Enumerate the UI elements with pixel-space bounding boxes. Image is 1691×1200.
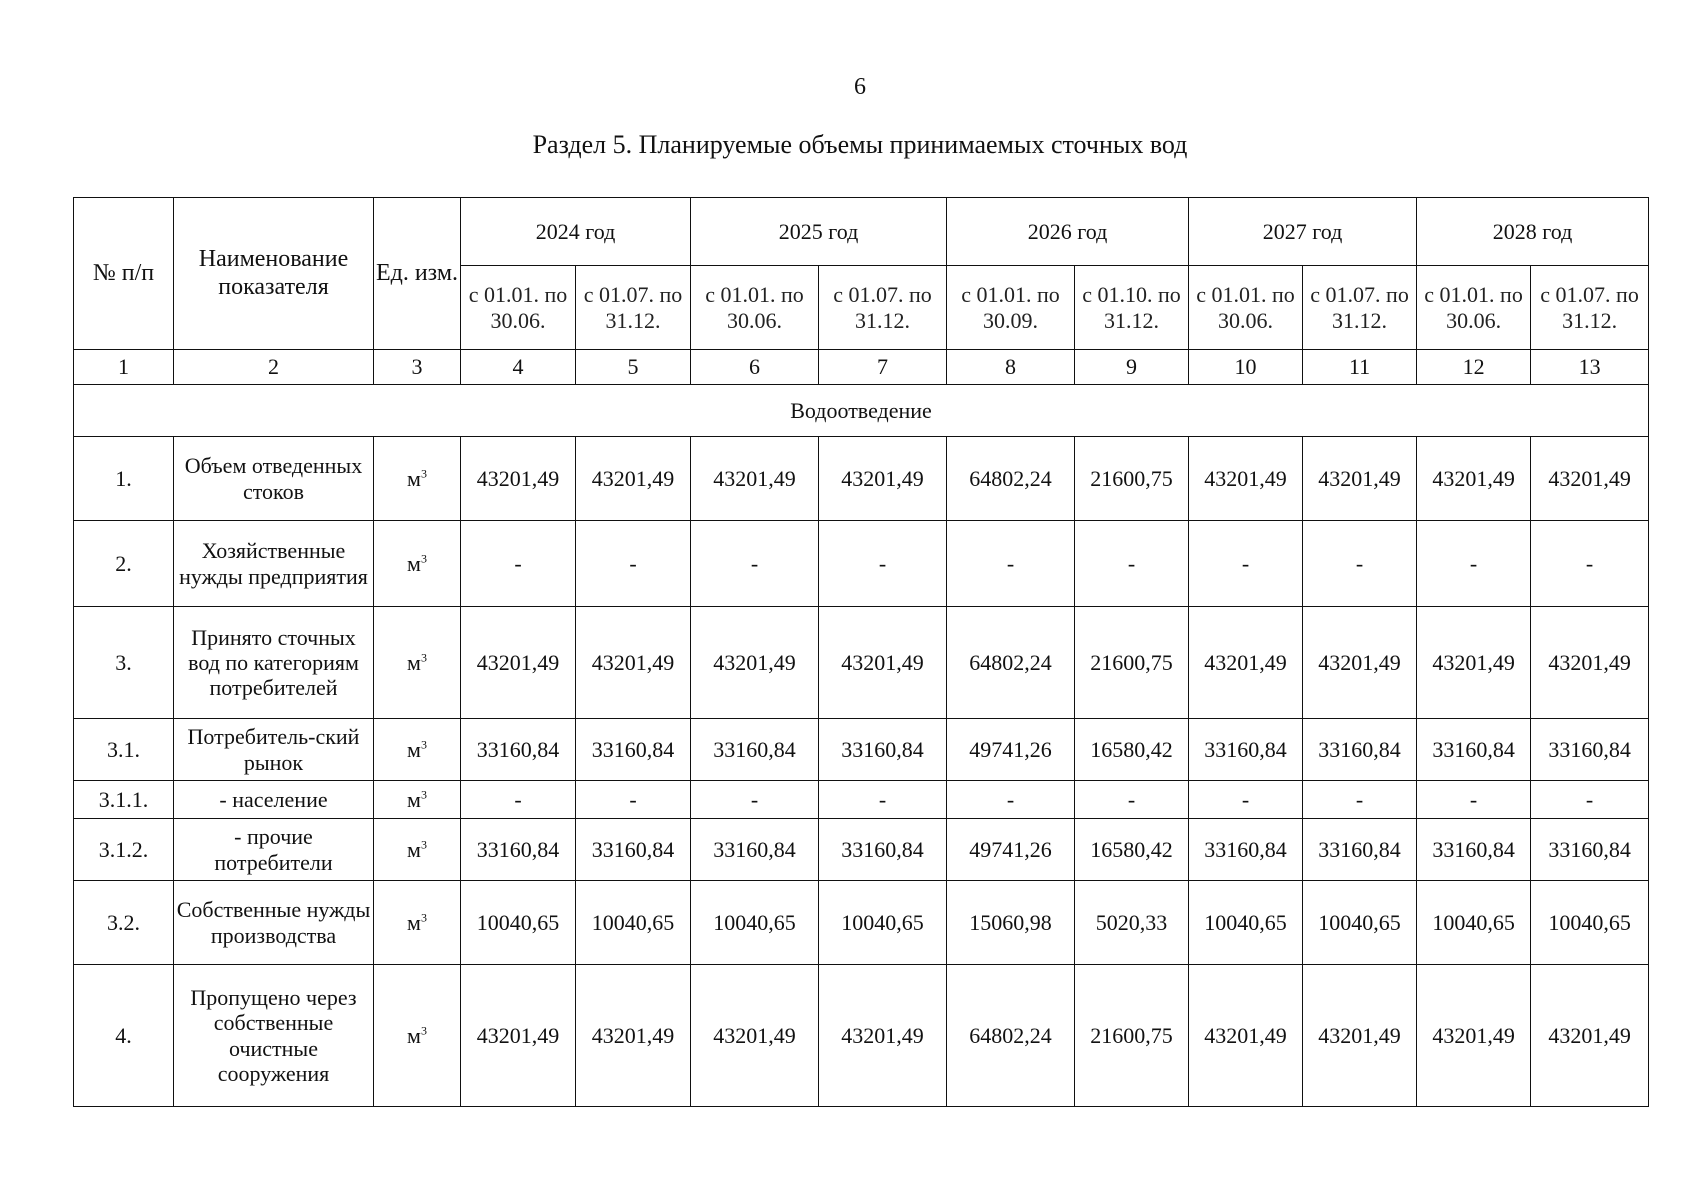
unit-text: м xyxy=(407,736,421,762)
row-value: 49741,26 xyxy=(947,819,1075,881)
row-indicator-name: Хозяйственные нужды предприятия xyxy=(174,521,374,607)
row-value: 43201,49 xyxy=(1303,437,1417,521)
header-period: с 01.07. по 31.12. xyxy=(1303,266,1417,350)
column-number: 9 xyxy=(1075,350,1189,385)
header-period: с 01.07. по 31.12. xyxy=(576,266,691,350)
row-value: 43201,49 xyxy=(691,437,819,521)
column-numbers-row xyxy=(74,350,1649,385)
row-value: 10040,65 xyxy=(819,881,947,965)
row-value: 49741,26 xyxy=(947,719,1075,781)
row-value: 43201,49 xyxy=(1303,607,1417,719)
unit-superscript: 3 xyxy=(420,787,427,802)
unit-text: м xyxy=(407,786,421,812)
row-value: 43201,49 xyxy=(1531,965,1649,1107)
row-number: 3.1. xyxy=(74,719,174,781)
column-number: 7 xyxy=(819,350,947,385)
unit-superscript: 3 xyxy=(420,910,427,925)
row-value: 33160,84 xyxy=(819,719,947,781)
row-value: - xyxy=(1417,781,1531,819)
row-value: - xyxy=(1417,521,1531,607)
header-period: с 01.01. по 30.06. xyxy=(461,266,576,350)
unit-text: м xyxy=(407,1022,421,1048)
row-value: 43201,49 xyxy=(819,965,947,1107)
row-value: 33160,84 xyxy=(819,819,947,881)
row-value: 33160,84 xyxy=(1417,819,1531,881)
row-value: 43201,49 xyxy=(691,965,819,1107)
row-number: 3.1.1. xyxy=(74,781,174,819)
row-value: - xyxy=(691,521,819,607)
row-value: 10040,65 xyxy=(1417,881,1531,965)
row-value: 43201,49 xyxy=(1189,965,1303,1107)
row-value: 43201,49 xyxy=(576,437,691,521)
row-number: 3.1.2. xyxy=(74,819,174,881)
row-number: 3. xyxy=(74,607,174,719)
row-value: 43201,49 xyxy=(461,965,576,1107)
row-value: 33160,84 xyxy=(1531,719,1649,781)
unit-text: м xyxy=(407,909,421,935)
row-value: 43201,49 xyxy=(1189,607,1303,719)
row-value: 10040,65 xyxy=(1531,881,1649,965)
row-indicator-name: - население xyxy=(174,781,374,819)
header-year-2025: 2025 год xyxy=(691,198,947,266)
row-value: 64802,24 xyxy=(947,437,1075,521)
unit-superscript: 3 xyxy=(420,551,427,566)
header-name: Наименование показателя xyxy=(174,198,374,350)
row-value: - xyxy=(461,521,576,607)
row-number: 2. xyxy=(74,521,174,607)
row-value: - xyxy=(1531,521,1649,607)
unit-text: м xyxy=(407,836,421,862)
row-value: 16580,42 xyxy=(1075,719,1189,781)
column-number: 11 xyxy=(1303,350,1417,385)
table-row xyxy=(74,607,1649,719)
header-period: с 01.01. по 30.09. xyxy=(947,266,1075,350)
row-unit xyxy=(374,719,461,781)
header-year-2026: 2026 год xyxy=(947,198,1189,266)
row-value: - xyxy=(947,521,1075,607)
row-value: - xyxy=(576,781,691,819)
row-value: - xyxy=(1189,521,1303,607)
row-number: 4. xyxy=(74,965,174,1107)
column-number: 10 xyxy=(1189,350,1303,385)
row-value: 43201,49 xyxy=(461,437,576,521)
table-row xyxy=(74,965,1649,1107)
table-row xyxy=(74,719,1649,781)
row-value: - xyxy=(819,521,947,607)
unit-superscript: 3 xyxy=(420,837,427,852)
row-indicator-name: Объем отведенных стоков xyxy=(174,437,374,521)
unit-superscript: 3 xyxy=(420,650,427,665)
header-period: с 01.01. по 30.06. xyxy=(1189,266,1303,350)
row-value: 43201,49 xyxy=(1531,607,1649,719)
row-value: 10040,65 xyxy=(1303,881,1417,965)
row-unit xyxy=(374,521,461,607)
column-number: 5 xyxy=(576,350,691,385)
column-number: 6 xyxy=(691,350,819,385)
row-value: 43201,49 xyxy=(1303,965,1417,1107)
unit-superscript: 3 xyxy=(420,737,427,752)
row-indicator-name: Потребитель-ский рынок xyxy=(174,719,374,781)
row-value: 16580,42 xyxy=(1075,819,1189,881)
row-value: - xyxy=(691,781,819,819)
table-row xyxy=(74,521,1649,607)
header-period: с 01.07. по 31.12. xyxy=(1531,266,1649,350)
row-indicator-name: - прочие потребители xyxy=(174,819,374,881)
header-year-2027: 2027 год xyxy=(1189,198,1417,266)
row-unit xyxy=(374,881,461,965)
row-value: 43201,49 xyxy=(1417,437,1531,521)
table-row xyxy=(74,819,1649,881)
row-value: 21600,75 xyxy=(1075,607,1189,719)
row-number: 3.2. xyxy=(74,881,174,965)
row-value: - xyxy=(1303,521,1417,607)
row-value: - xyxy=(1303,781,1417,819)
row-value: 64802,24 xyxy=(947,607,1075,719)
column-number: 1 xyxy=(74,350,174,385)
column-number: 2 xyxy=(174,350,374,385)
row-value: 43201,49 xyxy=(576,965,691,1107)
row-unit xyxy=(374,781,461,819)
page-number: 6 xyxy=(854,74,866,100)
row-value: 33160,84 xyxy=(1189,819,1303,881)
column-number: 12 xyxy=(1417,350,1531,385)
column-number: 4 xyxy=(461,350,576,385)
section-row xyxy=(74,385,1649,437)
row-value: 43201,49 xyxy=(1531,437,1649,521)
row-value: - xyxy=(947,781,1075,819)
row-value: 43201,49 xyxy=(819,437,947,521)
row-value: - xyxy=(1075,781,1189,819)
row-unit xyxy=(374,437,461,521)
row-value: 21600,75 xyxy=(1075,965,1189,1107)
row-value: - xyxy=(1531,781,1649,819)
unit-text: м xyxy=(407,550,421,576)
row-value: 33160,84 xyxy=(461,819,576,881)
column-number: 13 xyxy=(1531,350,1649,385)
row-value: 43201,49 xyxy=(819,607,947,719)
row-value: 43201,49 xyxy=(1417,607,1531,719)
row-value: 10040,65 xyxy=(461,881,576,965)
unit-text: м xyxy=(407,465,421,491)
row-value: 43201,49 xyxy=(691,607,819,719)
row-value: 33160,84 xyxy=(691,719,819,781)
row-value: 33160,84 xyxy=(1189,719,1303,781)
row-value: - xyxy=(1189,781,1303,819)
header-row-years xyxy=(74,198,1649,266)
row-value: 33160,84 xyxy=(1417,719,1531,781)
row-value: 33160,84 xyxy=(576,819,691,881)
wastewater-volumes-table xyxy=(73,197,1649,1107)
section-title: Раздел 5. Планируемые объемы принимаемых сточных вод xyxy=(532,130,1188,159)
row-value: 5020,33 xyxy=(1075,881,1189,965)
row-indicator-name: Пропущено через собственные очистные сооружения xyxy=(174,965,374,1107)
header-period: с 01.01. по 30.06. xyxy=(691,266,819,350)
row-value: 43201,49 xyxy=(1189,437,1303,521)
row-value: 64802,24 xyxy=(947,965,1075,1107)
row-unit xyxy=(374,819,461,881)
row-value: 10040,65 xyxy=(576,881,691,965)
table-row xyxy=(74,781,1649,819)
row-value: - xyxy=(1075,521,1189,607)
row-value: - xyxy=(461,781,576,819)
row-value: 10040,65 xyxy=(1189,881,1303,965)
unit-superscript: 3 xyxy=(420,1023,427,1038)
row-value: 33160,84 xyxy=(461,719,576,781)
column-number: 8 xyxy=(947,350,1075,385)
row-unit xyxy=(374,607,461,719)
row-value: 21600,75 xyxy=(1075,437,1189,521)
unit-text: м xyxy=(407,649,421,675)
table-row xyxy=(74,881,1649,965)
header-period: с 01.10. по 31.12. xyxy=(1075,266,1189,350)
row-value: 43201,49 xyxy=(461,607,576,719)
row-value: 33160,84 xyxy=(1531,819,1649,881)
row-value: - xyxy=(576,521,691,607)
row-value: 33160,84 xyxy=(691,819,819,881)
row-value: 15060,98 xyxy=(947,881,1075,965)
section-label: Водоотведение xyxy=(74,385,1649,437)
header-year-2024: 2024 год xyxy=(461,198,691,266)
row-value: 33160,84 xyxy=(576,719,691,781)
row-value: 43201,49 xyxy=(576,607,691,719)
row-indicator-name: Принято сточных вод по категориям потребителей xyxy=(174,607,374,719)
row-unit xyxy=(374,965,461,1107)
column-number: 3 xyxy=(374,350,461,385)
header-period: с 01.07. по 31.12. xyxy=(819,266,947,350)
table-row xyxy=(74,437,1649,521)
header-unit: Ед. изм. xyxy=(374,198,461,350)
row-value: 10040,65 xyxy=(691,881,819,965)
row-value: 33160,84 xyxy=(1303,719,1417,781)
header-num: № п/п xyxy=(74,198,174,350)
row-indicator-name: Собственные нужды производства xyxy=(174,881,374,965)
header-period: с 01.01. по 30.06. xyxy=(1417,266,1531,350)
row-value: 33160,84 xyxy=(1303,819,1417,881)
table-body xyxy=(74,385,1649,1107)
row-value: - xyxy=(819,781,947,819)
header-year-2028: 2028 год xyxy=(1417,198,1649,266)
row-value: 43201,49 xyxy=(1417,965,1531,1107)
row-number: 1. xyxy=(74,437,174,521)
unit-superscript: 3 xyxy=(420,466,427,481)
